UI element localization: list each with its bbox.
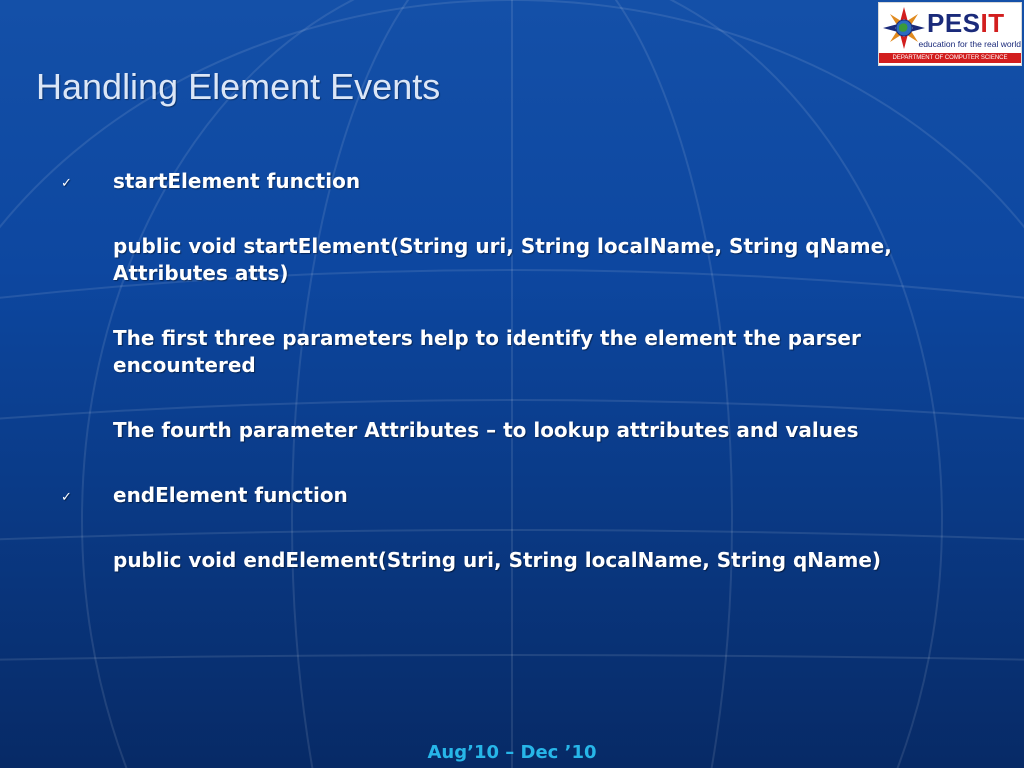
bullet-text: startElement function [113,169,361,193]
bullet-text: endElement function [113,483,348,507]
slide-body [61,168,973,612]
body-paragraph: public void startElement(String uri, String localName, String qName, Attributes atts) [113,234,892,285]
logo-brand: PESIT [927,8,1005,38]
checkmark-icon: ✓ [61,490,72,505]
pesit-logo [878,2,1022,66]
logo-department: DEPARTMENT OF COMPUTER SCIENCE [879,53,1021,63]
body-paragraph: public void endElement(String uri, String localName, String qName) [113,548,882,572]
logo-tagline: education for the real world [918,39,1021,49]
body-paragraph: The first three parameters help to identify the element the parser encountered [113,326,861,377]
bullet-item [61,482,973,509]
slide-title: Handling Element Events [36,66,441,107]
bullet-item [61,168,973,195]
slide-footer: Aug’10 – Dec ’10 [427,742,597,763]
checkmark-icon: ✓ [61,176,72,191]
body-paragraph: The fourth parameter Attributes – to lookup attributes and values [113,418,859,442]
